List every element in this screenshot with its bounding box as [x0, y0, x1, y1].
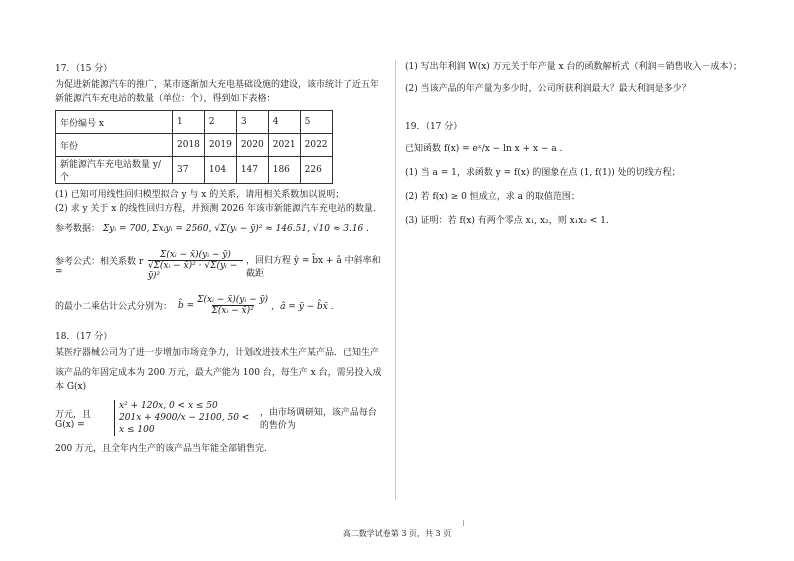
b-numerator: Σ(xᵢ − x̄)(yᵢ − ȳ) [197, 295, 269, 305]
reference-formula-label: 参考公式：相关系数 r = [55, 257, 144, 277]
least-squares-formula [55, 295, 385, 316]
q18-header: 18．（17 分） [55, 332, 113, 342]
table-cell: 3 [236, 111, 268, 134]
table-cell: 2019 [204, 134, 236, 157]
q17-part2: (2) 求 y 关于 x 的线性回归方程，并预测 2026 年该市新能源汽车充电站的数量. [55, 204, 376, 214]
q19-part2: (2) 若 f(x) ≥ 0 恒成立，求 a 的取值范围； [405, 192, 580, 202]
q18-line3a: 万元，且 G(x) = [55, 409, 92, 430]
piece-case-2: 201x + 4900/x − 2100, 50 < x ≤ 100 [119, 413, 250, 435]
q19-part3: (3) 证明：若 f(x) 有两个零点 x₁, x₂，则 x₁x₂ < 1. [405, 216, 609, 226]
row-label: 年份编号 x [56, 111, 173, 134]
column-divider [395, 60, 396, 500]
b-lhs: b̂ = [178, 300, 195, 311]
reference-data [55, 222, 385, 236]
table-cell: 2 [204, 111, 236, 134]
reference-data-label: 参考数据： [55, 224, 101, 234]
q17-header: 17．（15 分） [55, 64, 113, 74]
reference-data-formula: Σyᵢ = 700, Σxᵢyᵢ = 2560, √Σ(yᵢ − ȳ)² ≈ 146.51, √10 ≈ 3.16 . [102, 224, 370, 234]
q18-line3b: ，由市场调研知，该产品每台的售价为 [259, 408, 377, 431]
left-column [55, 60, 385, 456]
q18-part1: (1) 写出年利润 W(x) 万元关于年产量 x 台的函数解析式（利润＝销售收入－成本）； [405, 62, 742, 72]
least-squares-label: 的最小二乘估计公式分别为： [55, 302, 173, 312]
row-label: 年份 [56, 134, 173, 157]
a-formula: ，â = ȳ − b̂x̄ . [271, 302, 334, 312]
table-cell: 37 [173, 157, 205, 184]
piecewise-cases [114, 400, 257, 436]
b-denominator: Σ(xᵢ − x̄)² [211, 306, 254, 316]
b-fraction [197, 295, 268, 316]
q18-line1: 某医疗器械公司为了进一步增加市场竞争力，计划改进技术生产某产品．已知生产 [55, 348, 380, 358]
q17-intro-line1: 为促进新能源汽车的推广，某市逐渐加大充电基础设施的建设，该市统计了近五年 [55, 80, 380, 90]
q19-part1: (1) 当 a = 1，求函数 y = f(x) 的图象在点 (1, f(1)) 处的切线方程； [405, 168, 681, 178]
q18-line4: 200 万元，且全年内生产的该产品当年能全部销售完. [55, 444, 267, 454]
correlation-formula [55, 250, 385, 281]
table-cell: 1 [173, 111, 205, 134]
table-row [56, 111, 333, 134]
q17-intro-line2: 新能源汽车充电站的数量（单位：个），得到如下表格： [55, 94, 276, 104]
page-mark [463, 520, 464, 526]
data-table [55, 110, 333, 184]
table-cell: 2022 [300, 134, 332, 157]
q18-part2: (2) 当该产品的年产量为多少时，公司所获利润最大？最大利润是多少？ [405, 84, 691, 94]
table-row [56, 157, 333, 184]
table-cell: 104 [204, 157, 236, 184]
table-cell: 226 [300, 157, 332, 184]
q19-given: 已知函数 f(x) = eˣ/x − ln x + x − a . [405, 144, 563, 154]
r-numerator: Σ(xᵢ − x̄)(yᵢ − ȳ) [159, 250, 231, 260]
table-cell: 147 [236, 157, 268, 184]
table-cell: 2021 [268, 134, 300, 157]
table-cell: 4 [268, 111, 300, 134]
r-fraction [148, 250, 243, 281]
q18-line2: 该产品的年固定成本为 200 万元，最大产能为 100 台，每生产 x 台，需另投入成本 G(x) [55, 368, 382, 392]
table-cell: 2018 [173, 134, 205, 157]
table-row [56, 134, 333, 157]
regression-equation-text: ，回归方程 ŷ = b̂x + â 中斜率和截距 [246, 255, 381, 279]
q19-header: 19．（17 分） [405, 122, 463, 132]
q18-piecewise [55, 400, 385, 436]
table-cell: 5 [300, 111, 332, 134]
piece-case-1: x² + 120x, 0 < x ≤ 50 [119, 401, 218, 411]
page-footer: 高二数学试卷第 3 页，共 3 页 [342, 529, 452, 538]
table-cell: 186 [268, 157, 300, 184]
table-cell: 2020 [236, 134, 268, 157]
q17-part1: (1) 已知可用线性回归模型拟合 y 与 x 的关系，请用相关系数加以说明； [55, 190, 345, 200]
r-denominator: √Σ(xᵢ − x̄)² · √Σ(yᵢ − ȳ)² [148, 260, 243, 281]
right-column [405, 60, 750, 228]
row-label: 新能源汽车充电站数量 y/个 [56, 157, 173, 184]
